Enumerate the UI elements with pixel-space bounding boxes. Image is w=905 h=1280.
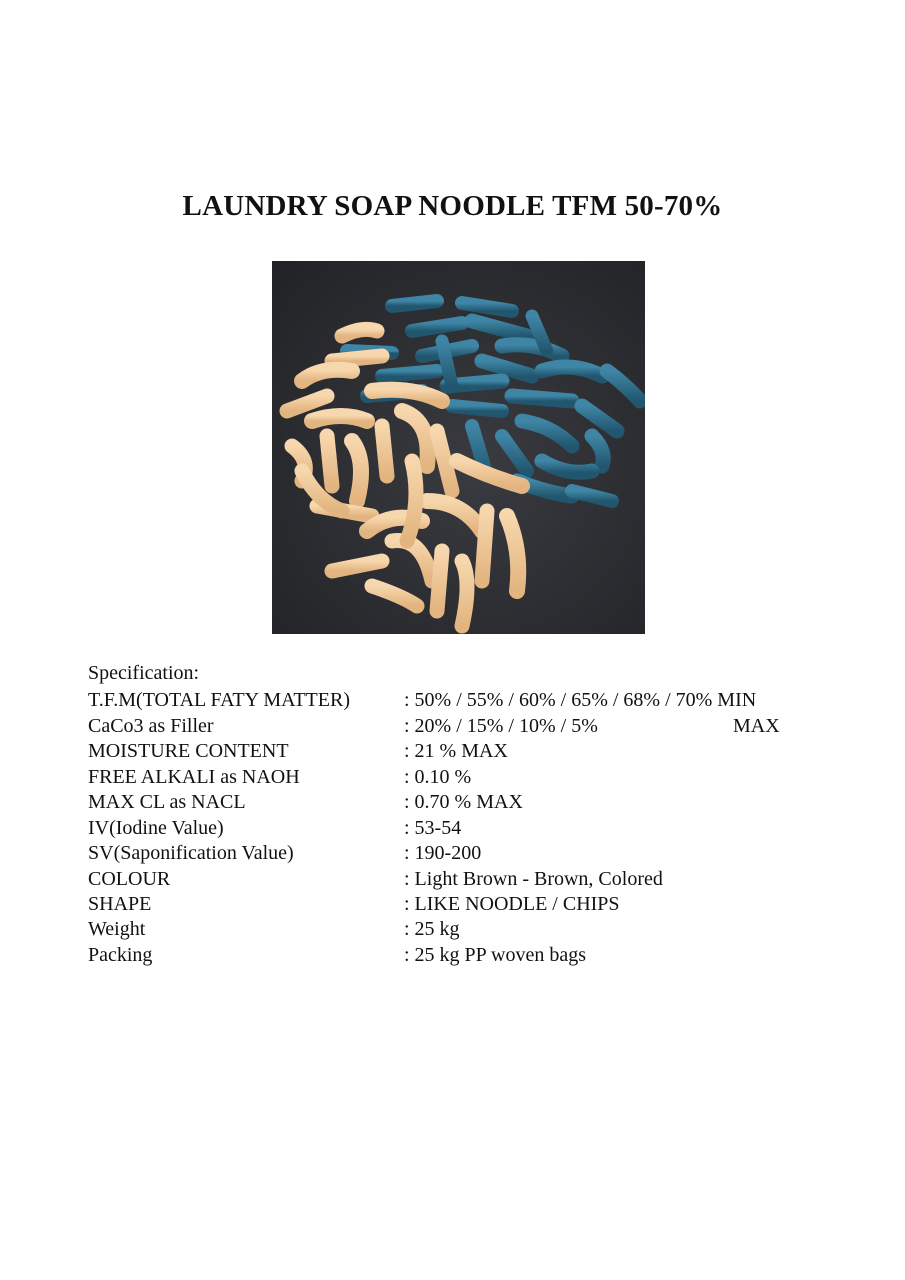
spec-value: : 50% / 55% / 60% / 65% / 68% / 70% MIN — [404, 689, 757, 711]
spec-value: : 190-200 — [404, 842, 482, 864]
spec-key: CaCo3 as Filler — [88, 715, 214, 737]
spec-value: : Light Brown - Brown, Colored — [404, 868, 663, 890]
spec-value: : 21 % MAX — [404, 740, 508, 762]
spec-value: : 20% / 15% / 10% / 5% — [404, 715, 598, 737]
spec-row-free-alkali — [88, 765, 808, 790]
spec-key: Packing — [88, 944, 153, 966]
spec-key: SHAPE — [88, 893, 152, 915]
spec-row-iodine-value — [88, 816, 808, 841]
spec-suffix: MAX — [733, 715, 780, 737]
spec-key: T.F.M(TOTAL FATY MATTER) — [88, 689, 350, 711]
spec-value: : 53-54 — [404, 817, 462, 839]
spec-row-max-cl — [88, 790, 808, 815]
spec-key: COLOUR — [88, 868, 171, 890]
soap-noodles-photo — [272, 261, 645, 634]
spec-row-filler — [88, 714, 808, 739]
specification-heading: Specification: — [88, 662, 200, 684]
spec-key: SV(Saponification Value) — [88, 842, 294, 864]
spec-key: MAX CL as NACL — [88, 791, 246, 813]
spec-row-moisture — [88, 739, 808, 764]
spec-key: MOISTURE CONTENT — [88, 740, 289, 762]
spec-row-weight — [88, 917, 808, 942]
spec-value: : LIKE NOODLE / CHIPS — [404, 893, 620, 915]
spec-value: : 25 kg — [404, 918, 460, 940]
spec-row-packing — [88, 943, 808, 968]
spec-row-tfm — [88, 688, 808, 713]
spec-row-shape — [88, 892, 808, 917]
spec-row-colour — [88, 867, 808, 892]
spec-key: IV(Iodine Value) — [88, 817, 224, 839]
spec-value: : 0.70 % MAX — [404, 791, 523, 813]
spec-value: : 25 kg PP woven bags — [404, 944, 587, 966]
spec-key: Weight — [88, 918, 146, 940]
spec-row-saponification-value — [88, 841, 808, 866]
spec-key: FREE ALKALI as NAOH — [88, 766, 300, 788]
spec-value: : 0.10 % — [404, 766, 472, 788]
page-title: LAUNDRY SOAP NOODLE TFM 50-70% — [182, 190, 723, 222]
